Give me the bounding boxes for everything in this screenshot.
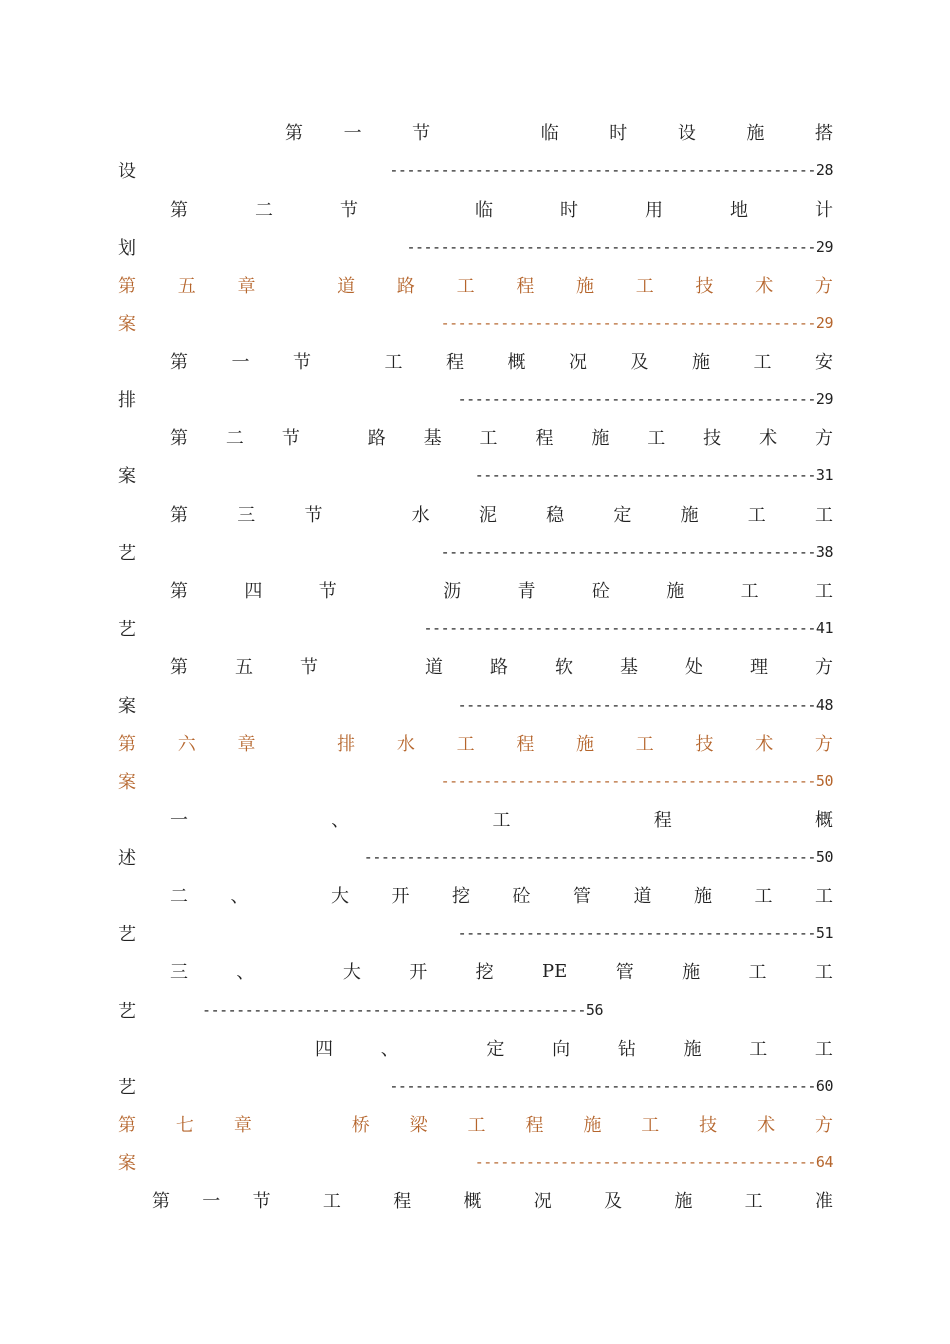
toc-char: PE bbox=[542, 960, 568, 982]
toc-char: 工 bbox=[647, 428, 666, 449]
toc-char: 时 bbox=[560, 200, 578, 221]
toc-char: 排 bbox=[337, 734, 356, 755]
toc-char: 施 bbox=[683, 1039, 702, 1060]
toc-char: 施 bbox=[692, 352, 710, 373]
toc-char: 时 bbox=[609, 123, 628, 144]
toc-char: 工 bbox=[815, 581, 833, 602]
toc-leader-page: ----------------------------------------64 bbox=[474, 1153, 833, 1171]
toc-entry-continuation[interactable] bbox=[118, 155, 833, 185]
toc-char: 泥 bbox=[478, 505, 497, 526]
toc-char: 工 bbox=[814, 505, 833, 526]
toc-char: 路 bbox=[490, 657, 508, 678]
toc-char: 水 bbox=[411, 505, 430, 526]
toc-char: 五 bbox=[235, 657, 253, 678]
toc-char: 沥 bbox=[443, 581, 462, 602]
toc-char: 节 bbox=[300, 657, 318, 678]
toc-char: 砼 bbox=[512, 886, 531, 907]
toc-entry-text bbox=[170, 956, 833, 986]
toc-char: 大 bbox=[342, 962, 361, 983]
toc-char: 术 bbox=[759, 428, 778, 449]
toc-leader-page: ------------------------------------------51 bbox=[457, 924, 833, 942]
toc-char: 艺 bbox=[118, 924, 136, 945]
toc-char: 艺 bbox=[118, 1077, 136, 1098]
toc-char: 理 bbox=[750, 657, 768, 678]
toc-char: 案 bbox=[118, 1153, 136, 1174]
toc-char: 工 bbox=[456, 734, 475, 755]
toc-char: 挖 bbox=[475, 962, 494, 983]
toc-char: 砼 bbox=[591, 581, 610, 602]
toc-char: 施 bbox=[583, 1115, 602, 1136]
toc-char: 工 bbox=[815, 886, 833, 907]
toc-chapter-continuation[interactable] bbox=[118, 1147, 833, 1177]
toc-char: 技 bbox=[695, 276, 714, 297]
toc-char: 安 bbox=[815, 352, 833, 373]
toc-chapter-continuation[interactable] bbox=[118, 308, 833, 338]
toc-char: 工 bbox=[635, 276, 654, 297]
toc-char: 挖 bbox=[452, 886, 470, 907]
toc-entry-continuation[interactable] bbox=[118, 537, 833, 567]
toc-char: 技 bbox=[695, 734, 714, 755]
toc-char: 章 bbox=[237, 734, 256, 755]
toc-char: 术 bbox=[755, 734, 774, 755]
toc-char: 三 bbox=[170, 962, 188, 983]
toc-leader-page: ----------------------------------------------41 bbox=[423, 619, 833, 637]
toc-entry-text bbox=[170, 346, 833, 376]
toc-char: 稳 bbox=[546, 505, 565, 526]
toc-char: 路 bbox=[396, 276, 415, 297]
toc-entry-continuation[interactable] bbox=[118, 460, 833, 490]
toc-char: 一 bbox=[343, 123, 362, 144]
toc-entry-continuation[interactable] bbox=[118, 995, 603, 1025]
toc-entry-text bbox=[170, 880, 833, 910]
toc-char: 工 bbox=[635, 734, 654, 755]
toc-char: 况 bbox=[533, 1191, 552, 1212]
toc-char: 计 bbox=[815, 200, 833, 221]
toc-char: 路 bbox=[367, 428, 386, 449]
toc-char: 大 bbox=[331, 886, 349, 907]
toc-char: 开 bbox=[409, 962, 428, 983]
toc-char: 开 bbox=[391, 886, 410, 907]
toc-char: 、 bbox=[380, 1039, 399, 1060]
toc-char: 施 bbox=[666, 581, 685, 602]
toc-leader-page: ------------------------------------------48 bbox=[457, 696, 833, 714]
toc-char: 六 bbox=[177, 734, 196, 755]
toc-entry-continuation[interactable] bbox=[118, 1071, 833, 1101]
toc-entry-text bbox=[170, 499, 833, 529]
toc-char: 第 bbox=[170, 505, 188, 526]
toc-char: 述 bbox=[118, 848, 136, 869]
toc-chapter-text bbox=[118, 270, 833, 300]
toc-entry-text bbox=[285, 117, 833, 147]
toc-char: 桥 bbox=[351, 1115, 370, 1136]
toc-char: 第 bbox=[118, 734, 136, 755]
toc-leader-page: --------------------------------------------------28 bbox=[389, 161, 833, 179]
toc-char: 第 bbox=[285, 123, 303, 144]
toc-char: 道 bbox=[425, 657, 443, 678]
toc-char: 施 bbox=[674, 1191, 693, 1212]
toc-char: 工 bbox=[744, 1191, 763, 1212]
toc-entry-continuation[interactable] bbox=[118, 232, 833, 262]
toc-char: 方 bbox=[814, 734, 833, 755]
toc-entry-text bbox=[170, 575, 833, 605]
toc-char: 施 bbox=[576, 734, 595, 755]
toc-char: 道 bbox=[337, 276, 356, 297]
toc-leader-page: -----------------------------------------------------50 bbox=[363, 848, 833, 866]
toc-leader-page: --------------------------------------------29 bbox=[440, 314, 833, 332]
toc-char: 程 bbox=[393, 1191, 412, 1212]
toc-char: 、 bbox=[331, 810, 350, 831]
toc-char: 第 bbox=[152, 1191, 170, 1212]
toc-leader-page: --------------------------------------------------60 bbox=[389, 1077, 833, 1095]
toc-char: 二 bbox=[170, 886, 188, 907]
toc-char: 节 bbox=[304, 505, 323, 526]
toc-char: 临 bbox=[475, 200, 493, 221]
toc-char: 工 bbox=[814, 1039, 833, 1060]
toc-char: 道 bbox=[633, 886, 652, 907]
toc-char: 方 bbox=[815, 657, 833, 678]
toc-char: 向 bbox=[552, 1039, 571, 1060]
toc-entry-continuation[interactable] bbox=[118, 918, 833, 948]
toc-char: 软 bbox=[555, 657, 573, 678]
toc-char: 第 bbox=[170, 657, 188, 678]
toc-entry-text bbox=[315, 1033, 833, 1063]
toc-char: 节 bbox=[252, 1191, 271, 1212]
toc-char: 工 bbox=[492, 810, 511, 831]
toc-char: 节 bbox=[281, 428, 300, 449]
toc-char: 概 bbox=[463, 1191, 482, 1212]
toc-char: 二 bbox=[225, 428, 244, 449]
toc-char: 工 bbox=[456, 276, 475, 297]
toc-char: 第 bbox=[170, 581, 188, 602]
toc-char: 艺 bbox=[118, 1001, 136, 1022]
toc-entry-text bbox=[170, 422, 833, 452]
toc-char: 钻 bbox=[617, 1039, 636, 1060]
toc-char: 青 bbox=[517, 581, 536, 602]
toc-char: 施 bbox=[576, 276, 595, 297]
toc-char: 一 bbox=[231, 352, 250, 373]
toc-char: 施 bbox=[591, 428, 610, 449]
toc-char: 地 bbox=[730, 200, 748, 221]
toc-char: 四 bbox=[315, 1039, 333, 1060]
toc-char: 划 bbox=[118, 238, 136, 259]
toc-leader-page: ------------------------------------------------29 bbox=[406, 238, 833, 256]
toc-char: 管 bbox=[615, 962, 634, 983]
toc-char: 施 bbox=[680, 505, 699, 526]
toc-char: 工 bbox=[467, 1115, 486, 1136]
toc-char: 工 bbox=[384, 352, 403, 373]
toc-char: 术 bbox=[755, 276, 774, 297]
toc-entry-text bbox=[170, 194, 833, 224]
toc-char: 况 bbox=[569, 352, 587, 373]
toc-char: 梁 bbox=[409, 1115, 428, 1136]
toc-char: 方 bbox=[814, 428, 833, 449]
toc-char: 艺 bbox=[118, 543, 136, 564]
toc-char: 章 bbox=[233, 1115, 252, 1136]
toc-char: 工 bbox=[748, 962, 767, 983]
toc-char: 施 bbox=[694, 886, 712, 907]
toc-char: 工 bbox=[814, 962, 833, 983]
toc-entry-text bbox=[170, 804, 833, 834]
toc-char: 七 bbox=[175, 1115, 194, 1136]
toc-char: 工 bbox=[740, 581, 759, 602]
toc-char: 程 bbox=[535, 428, 554, 449]
toc-entry-continuation[interactable] bbox=[118, 842, 833, 872]
toc-entry-text[interactable] bbox=[152, 1185, 833, 1215]
toc-char: 节 bbox=[340, 200, 358, 221]
toc-char: 定 bbox=[486, 1039, 505, 1060]
toc-char: 案 bbox=[118, 772, 136, 793]
toc-char: 一 bbox=[202, 1191, 221, 1212]
toc-chapter-text bbox=[118, 728, 833, 758]
toc-char: 工 bbox=[641, 1115, 660, 1136]
toc-chapter-continuation[interactable] bbox=[118, 766, 833, 796]
toc-char: 程 bbox=[516, 276, 535, 297]
toc-char: 基 bbox=[620, 657, 638, 678]
toc-char: 工 bbox=[479, 428, 498, 449]
toc-leader-page: --------------------------------------------50 bbox=[440, 772, 833, 790]
toc-entry-continuation[interactable] bbox=[118, 384, 833, 414]
toc-char: 技 bbox=[703, 428, 722, 449]
toc-char: 施 bbox=[746, 123, 765, 144]
toc-leader-page: ---------------------------------------------56 bbox=[202, 1001, 603, 1019]
toc-char: 方 bbox=[814, 276, 833, 297]
toc-char: 、 bbox=[236, 962, 255, 983]
toc-char: 节 bbox=[412, 123, 431, 144]
toc-char: 术 bbox=[757, 1115, 776, 1136]
toc-char: 章 bbox=[237, 276, 256, 297]
toc-char: 第 bbox=[118, 1115, 136, 1136]
toc-char: 案 bbox=[118, 466, 136, 487]
toc-entry-continuation[interactable] bbox=[118, 613, 833, 643]
toc-char: 程 bbox=[446, 352, 464, 373]
toc-char: 程 bbox=[516, 734, 535, 755]
toc-leader-page: ----------------------------------------31 bbox=[474, 466, 833, 484]
toc-leader-page: --------------------------------------------38 bbox=[440, 543, 833, 561]
toc-char: 概 bbox=[815, 810, 833, 831]
toc-char: 工 bbox=[754, 886, 773, 907]
toc-char: 方 bbox=[814, 1115, 833, 1136]
toc-char: 用 bbox=[645, 200, 663, 221]
toc-char: 排 bbox=[118, 390, 136, 411]
toc-entry-text bbox=[170, 651, 833, 681]
toc-char: 准 bbox=[814, 1191, 833, 1212]
toc-char: 技 bbox=[699, 1115, 718, 1136]
toc-char: 一 bbox=[170, 810, 188, 831]
toc-char: 第 bbox=[118, 276, 136, 297]
toc-leader-page: ------------------------------------------29 bbox=[457, 390, 833, 408]
toc-char: 及 bbox=[630, 352, 649, 373]
toc-char: 设 bbox=[677, 123, 696, 144]
toc-char: 水 bbox=[396, 734, 415, 755]
toc-char: 管 bbox=[573, 886, 591, 907]
toc-char: 程 bbox=[525, 1115, 544, 1136]
toc-char: 四 bbox=[244, 581, 263, 602]
toc-char: 五 bbox=[177, 276, 196, 297]
toc-char: 工 bbox=[749, 1039, 768, 1060]
toc-char: 工 bbox=[753, 352, 772, 373]
toc-char: 二 bbox=[255, 200, 273, 221]
toc-char: 处 bbox=[685, 657, 703, 678]
toc-char: 概 bbox=[507, 352, 526, 373]
toc-char: 工 bbox=[747, 505, 766, 526]
toc-char: 、 bbox=[230, 886, 249, 907]
toc-char: 程 bbox=[653, 810, 672, 831]
toc-char: 第 bbox=[170, 428, 188, 449]
toc-char: 搭 bbox=[814, 123, 833, 144]
toc-char: 三 bbox=[237, 505, 256, 526]
toc-char: 第 bbox=[170, 352, 188, 373]
toc-char: 施 bbox=[682, 962, 701, 983]
toc-char: 临 bbox=[540, 123, 559, 144]
toc-char: 设 bbox=[118, 161, 136, 182]
toc-char: 艺 bbox=[118, 619, 136, 640]
toc-char: 节 bbox=[293, 352, 311, 373]
toc-char: 基 bbox=[423, 428, 442, 449]
toc-char: 第 bbox=[170, 200, 188, 221]
toc-entry-continuation[interactable] bbox=[118, 690, 833, 720]
toc-char: 定 bbox=[613, 505, 632, 526]
toc-char: 节 bbox=[318, 581, 337, 602]
toc-char: 及 bbox=[604, 1191, 623, 1212]
toc-char: 案 bbox=[118, 696, 136, 717]
toc-char: 案 bbox=[118, 314, 136, 335]
toc-char: 工 bbox=[322, 1191, 341, 1212]
toc-chapter-text bbox=[118, 1109, 833, 1139]
